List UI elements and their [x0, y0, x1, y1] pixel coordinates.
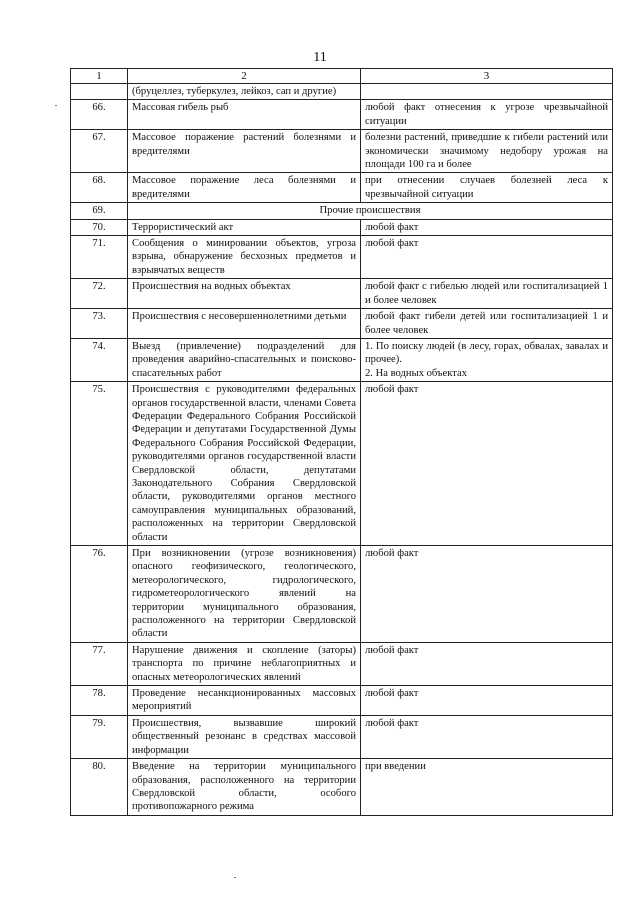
reporting-criterion: при отнесении случаев болезней леса к чрезвычайной ситуации — [361, 173, 613, 203]
table-row — [71, 642, 613, 685]
row-number: 80. — [71, 759, 128, 816]
table-row — [71, 173, 613, 203]
table-row — [71, 382, 613, 546]
events-table — [70, 68, 613, 816]
table-row — [71, 309, 613, 339]
reporting-criterion: любой факт отнесения к угрозе чрезвычайной ситуации — [361, 100, 613, 130]
row-number: 68. — [71, 173, 128, 203]
event-description: Массовое поражение леса болезнями и вредителями — [128, 173, 361, 203]
reporting-criterion: любой факт — [361, 686, 613, 716]
row-number: 67. — [71, 130, 128, 173]
row-number: 77. — [71, 642, 128, 685]
row-number: 75. — [71, 382, 128, 546]
reporting-criterion: любой факт — [361, 382, 613, 546]
table-header-row — [71, 69, 613, 84]
event-description: Выезд (привлечение) подразделений для проведения аварийно-спасательных и поисково-спасательных работ — [128, 338, 361, 381]
row-number: 70. — [71, 219, 128, 235]
event-description: При возникновении (угрозе возникновения) опасного геофизического, геологического, метеорологического, гидрологического, гидрометеорологического явлений на территории муниципального образования, расположенного на территории Свердловской области — [128, 546, 361, 643]
page-number: 11 — [313, 50, 327, 65]
row-number: 74. — [71, 338, 128, 381]
reporting-criterion — [361, 84, 613, 100]
reporting-criterion: любой факт — [361, 546, 613, 643]
reporting-criterion: 1. По поиску людей (в лесу, горах, обвалах, завалах и прочее). 2. На водных объектах — [361, 338, 613, 381]
reporting-criterion: любой факт — [361, 236, 613, 279]
column-header-number: 1 — [71, 69, 128, 84]
event-description: Введение на территории муниципального образования, расположенного на территории Свердловской области, особого противопожарного режима — [128, 759, 361, 816]
table-row — [71, 279, 613, 309]
event-description: (бруцеллез, туберкулез, лейкоз, сап и другие) — [128, 84, 361, 100]
event-description: Проведение несанкционированных массовых мероприятий — [128, 686, 361, 716]
event-description: Массовая гибель рыб — [128, 100, 361, 130]
row-number: 76. — [71, 546, 128, 643]
table-row — [71, 219, 613, 235]
event-description: Сообщения о минировании объектов, угроза взрыва, обнаружение бесхозных предметов и взрывчатых веществ — [128, 236, 361, 279]
event-description: Происшествия с руководителями федеральных органов государственной власти, членами Совета Федерации Федерального Собрания Российской Федерации и депутатами Государственной Думы Федерального Собрания Российской Федерации, руководителями органов государственной власти Свердловской области, депутатами Законодательного Собрания Свердловской области, руководителями органов местного самоуправления муниципальных образований, расположенных на территории Свердловской области — [128, 382, 361, 546]
row-number: 73. — [71, 309, 128, 339]
scan-speck — [55, 105, 57, 106]
reporting-criterion: любой факт с гибелью людей или госпитализацией 1 и более человек — [361, 279, 613, 309]
event-description: Террористический акт — [128, 219, 361, 235]
table-row — [71, 686, 613, 716]
column-header-event: 2 — [128, 69, 361, 84]
event-description: Массовое поражение растений болезнями и вредителями — [128, 130, 361, 173]
row-number: 79. — [71, 715, 128, 758]
table-row — [71, 546, 613, 643]
event-description: Происшествия, вызвавшие широкий общественный резонанс в средствах массовой информации — [128, 715, 361, 758]
row-number: 66. — [71, 100, 128, 130]
row-number: 78. — [71, 686, 128, 716]
scan-speck — [234, 877, 236, 878]
reporting-criterion: болезни растений, приведшие к гибели растений или экономически значимому недобору урожая на площади 100 га и более — [361, 130, 613, 173]
table-section-row — [71, 203, 613, 219]
column-header-criterion: 3 — [361, 69, 613, 84]
row-number: 69. — [71, 203, 128, 219]
reporting-criterion: любой факт — [361, 715, 613, 758]
section-title: Прочие происшествия — [128, 203, 613, 219]
event-description: Происшествия на водных объектах — [128, 279, 361, 309]
table-row — [71, 759, 613, 816]
table-row — [71, 130, 613, 173]
row-number: 72. — [71, 279, 128, 309]
table-row — [71, 100, 613, 130]
event-description: Нарушение движения и скопление (заторы) транспорта по причине неблагоприятных и опасных метеорологических явлений — [128, 642, 361, 685]
event-description: Происшествия с несовершеннолетними детьми — [128, 309, 361, 339]
table-row — [71, 84, 613, 100]
row-number — [71, 84, 128, 100]
table-row — [71, 338, 613, 381]
reporting-criterion: любой факт — [361, 642, 613, 685]
table-row — [71, 236, 613, 279]
reporting-criterion: любой факт гибели детей или госпитализацией 1 и более человек — [361, 309, 613, 339]
table-row — [71, 715, 613, 758]
row-number: 71. — [71, 236, 128, 279]
reporting-criterion: при введении — [361, 759, 613, 816]
reporting-criterion: любой факт — [361, 219, 613, 235]
